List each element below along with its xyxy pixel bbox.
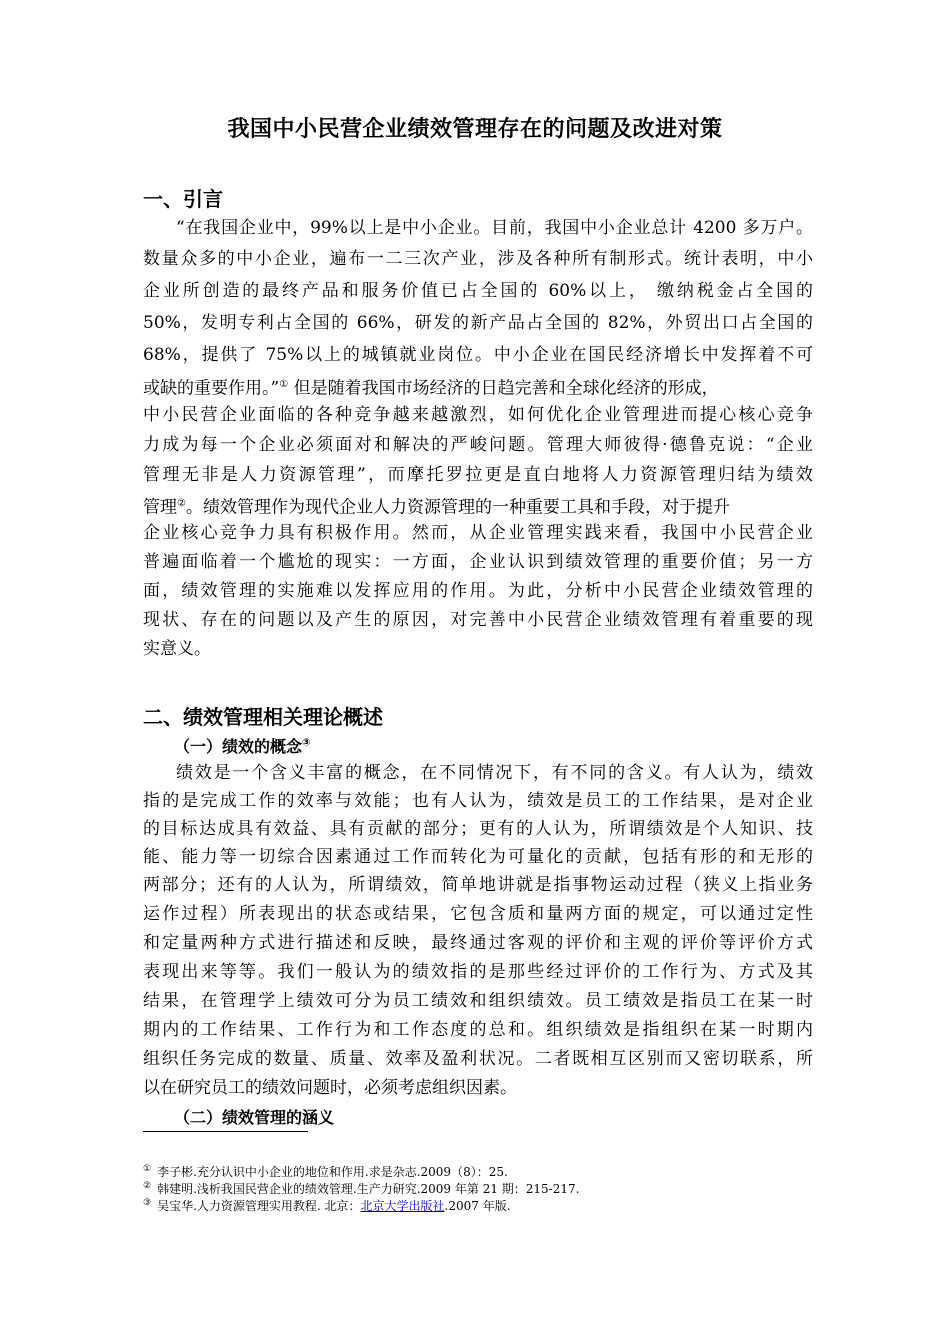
footnote-2 <box>143 1180 579 1197</box>
subsection-heading-performance-management: （二）绩效管理的涵义 <box>174 1108 335 1127</box>
paragraph-line: 指的是完成工作的效率与效能；也有人认为，绩效是员工的工作结果，是对企业 <box>143 791 813 811</box>
paragraph-line: 68%，提供了 75%以上的城镇就业岗位。中小企业在国民经济增长中发挥着不可 <box>143 345 813 365</box>
paragraph-line: 两部分；还有的人认为，所谓绩效，简单地讲就是指事物运动过程（狭义上指业务 <box>143 875 813 895</box>
paragraph-line: 表现出来等等。我们一般认为的绩效指的是那些经过评价的工作行为、方式及其 <box>143 962 813 982</box>
quote-end-text: 或缺的重要作用。” <box>143 378 280 399</box>
paragraph-line: 力成为每一个企业必须面对和解决的严峻问题。管理大师彼得·德鲁克说：“企业 <box>143 435 813 455</box>
paragraph-line: 企业所创造的最终产品和服务价值已占全国的 60%以上， 缴纳税金占全国的 <box>143 281 813 301</box>
paragraph-line: 管理无非是人力资源管理”，而摩托罗拉更是直白地将人力资源管理归结为绩效 <box>143 465 813 485</box>
footnote-ref-1[interactable]: ① <box>279 379 289 390</box>
footnote-text-end: .2007 年版. <box>444 1199 511 1213</box>
subsection-title: （一）绩效的概念 <box>174 737 303 756</box>
management-text: 管理 <box>143 497 177 518</box>
footnote-ref-3[interactable]: ③ <box>302 737 311 749</box>
paragraph-line: 运作过程）所表现出的状态或结果，它包含质和量两方面的规定，可以通过定性 <box>143 904 813 924</box>
paragraph-line: 以在研究员工的绩效问题时，必须考虑组织因素。 <box>143 1078 517 1098</box>
footnote-text: 吴宝华.人力资源管理实用教程. 北京： <box>157 1199 361 1213</box>
footnote-marker: ① <box>143 1164 152 1174</box>
footnote-marker: ② <box>143 1181 152 1191</box>
paragraph-line: 企业核心竞争力具有积极作用。然而，从企业管理实践来看，我国中小民营企业 <box>143 523 813 543</box>
footnote-ref-2[interactable]: ② <box>177 498 186 509</box>
quote-continuation: 但是随着我国市场经济的日趋完善和全球化经济的形成， <box>288 378 719 399</box>
paragraph-line: “在我国企业中，99%以上是中小企业。目前，我国中小企业总计 4200 多万户。 <box>176 218 813 238</box>
paragraph-line: 能、能力等一切综合因素通过工作而转化为可量化的贡献，包括有形的和无形的 <box>143 847 813 867</box>
paragraph-line: 期内的工作结果、工作行为和工作态度的总和。组织绩效是指组织在某一时期内 <box>143 1020 813 1040</box>
paragraph-line: 现状、存在的问题以及产生的原因，对完善中小民营企业绩效管理有着重要的现 <box>143 610 813 630</box>
management-continuation: 。绩效管理作为现代企业人力资源管理的一种重要工具和手段，对于提升 <box>185 497 730 518</box>
footnote-marker: ③ <box>143 1198 152 1208</box>
paragraph-line: 中小民营企业面临的各种竞争越来越激烈，如何优化企业管理进而提心核心竞争 <box>143 405 813 425</box>
paragraph-line: 面，绩效管理的实施难以发挥应用的作用。为此，分析中小民营企业绩效管理的 <box>143 581 813 601</box>
page-title: 我国中小民营企业绩效管理存在的问题及改进对策 <box>227 117 723 142</box>
paragraph-line: 组织任务完成的数量、质量、效率及盈利状况。二者既相互区别而又密切联系，所 <box>143 1049 813 1069</box>
paragraph-line: 数量众多的中小企业，遍布一二三次产业，涉及各种所有制形式。统计表明，中小 <box>143 249 813 269</box>
paragraph-line <box>143 373 813 401</box>
footnote-text: 李子彬.充分认识中小企业的地位和作用.求是杂志.2009（8）：25. <box>157 1165 508 1179</box>
paragraph-line: 和定量两种方式进行描述和反映，最终通过客观的评价和主观的评价等评价方式 <box>143 933 813 953</box>
footnote-text: 韩建明.浅析我国民营企业的绩效管理.生产力研究.2009 年第 21 期：215-217. <box>157 1182 580 1196</box>
footnote-1 <box>143 1163 508 1180</box>
paragraph-line: 绩效是一个含义丰富的概念，在不同情况下，有不同的含义。有人认为，绩效 <box>176 763 813 783</box>
publisher-link[interactable]: 北京大学出版社 <box>360 1199 445 1213</box>
footnote-3 <box>143 1197 511 1214</box>
subsection-heading-performance-concept <box>174 734 310 757</box>
section-heading-introduction: 一、引言 <box>143 187 223 211</box>
paragraph-line: 普遍面临着一个尴尬的现实：一方面，企业认识到绩效管理的重要价值；另一方 <box>143 552 813 572</box>
footnote-divider <box>143 1131 308 1132</box>
paragraph-line: 的目标达成具有效益、具有贡献的部分；更有的人认为，所谓绩效是个人知识、技 <box>143 819 813 839</box>
paragraph-line: 结果，在管理学上绩效可分为员工绩效和组织绩效。员工绩效是指员工在某一时 <box>143 991 813 1011</box>
paragraph-line <box>143 492 813 520</box>
section-heading-theory: 二、绩效管理相关理论概述 <box>143 705 383 729</box>
paragraph-line: 实意义。 <box>143 639 211 659</box>
paragraph-line: 50%，发明专利占全国的 66%，研发的新产品占全国的 82%，外贸出口占全国的 <box>143 313 813 333</box>
